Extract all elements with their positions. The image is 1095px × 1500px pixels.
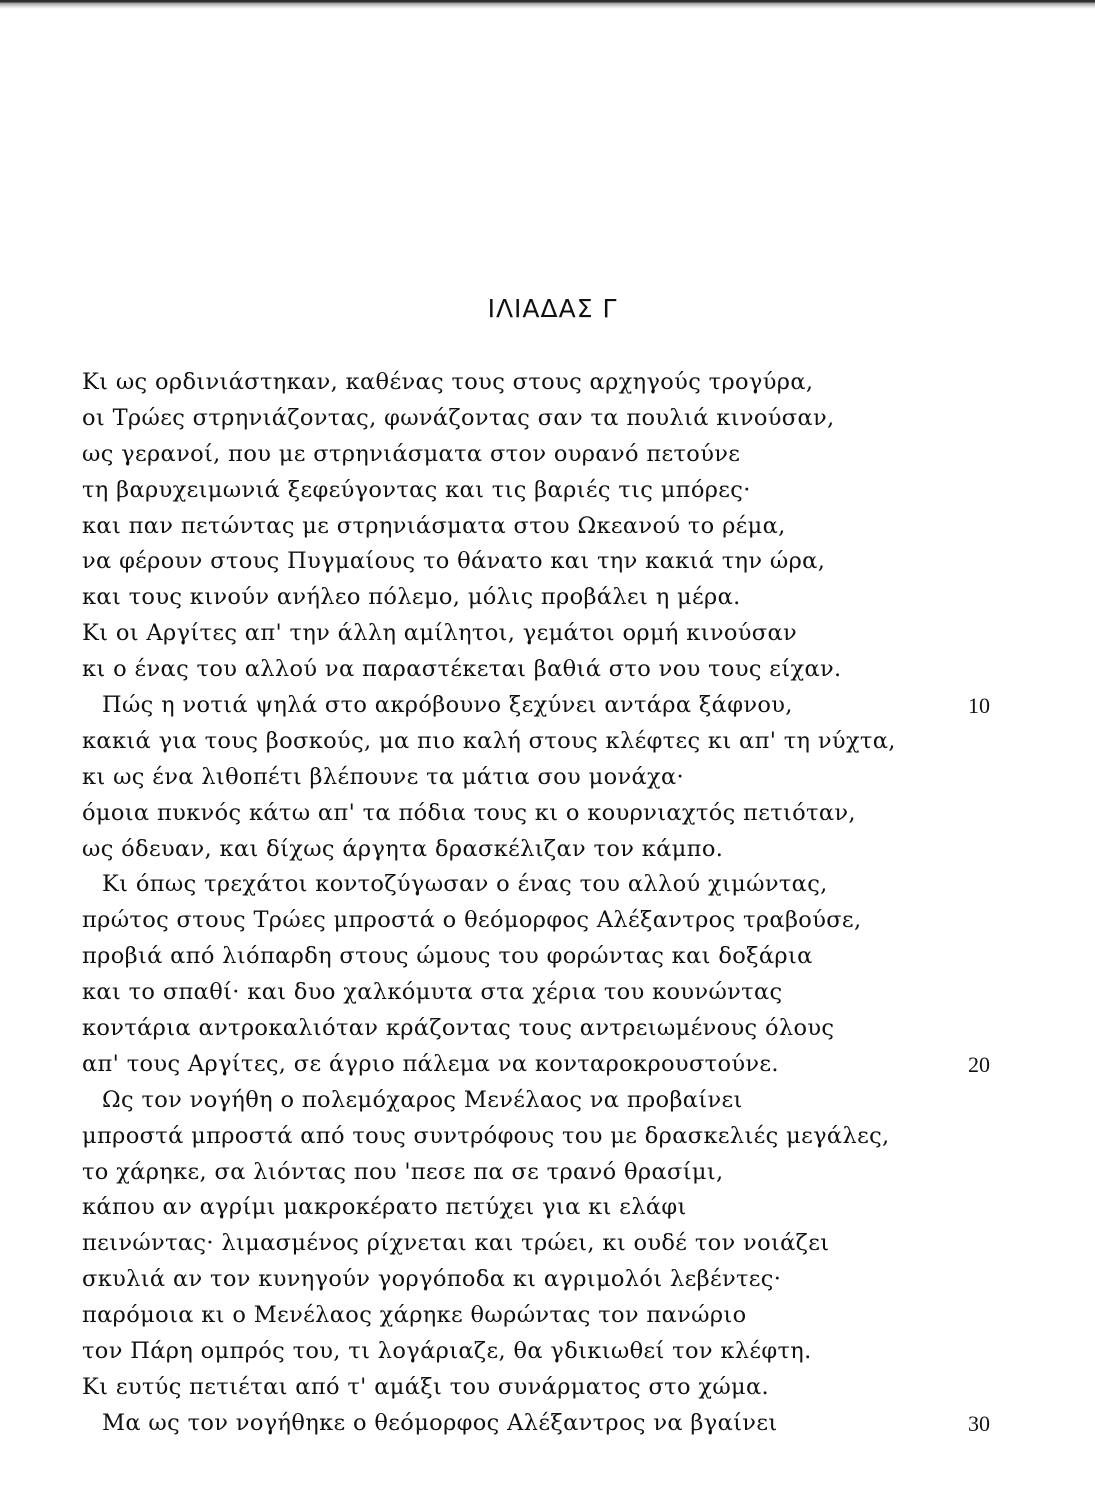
verse-text: πεινώντας· λιμασμένος ρίχνεται και τρώει, κι ουδέ τον νοιάζει xyxy=(82,1230,830,1257)
verse-line xyxy=(0,724,1095,760)
verse-text: κι ως ένα λιθοπέτι βλέπουνε τα μάτια σου μονάχα· xyxy=(82,763,685,790)
verse-line xyxy=(0,867,1095,903)
verse-line xyxy=(0,365,1095,401)
verse-text: κοντάρια αντροκαλιόταν κράζοντας τους αντρειωμένους όλους xyxy=(82,1015,835,1042)
verse-line xyxy=(0,1083,1095,1119)
verse-line xyxy=(0,1047,1095,1083)
verse-line xyxy=(0,1334,1095,1370)
verse-text: πρώτος στους Τρώες μπροστά ο θεόμορφος Αλέξαντρος τραβούσε, xyxy=(82,907,862,934)
verse-text: και παν πετώντας με στρηνιάσματα στου Ωκεανού το ρέμα, xyxy=(82,512,786,539)
verse-text: και τους κινούν ανήλεο πόλεμο, μόλις προβάλει η μέρα. xyxy=(82,584,741,611)
verse-text: τον Πάρη ομπρός του, τι λογάριαζε, θα γδικιωθεί τον κλέφτη. xyxy=(82,1338,812,1365)
verse-line xyxy=(0,1370,1095,1406)
verse-text: Μα ως τον νογήθηκε ο θεόμορφος Αλέξαντρος να βγαίνει xyxy=(102,1409,778,1436)
verse-line xyxy=(0,1190,1095,1226)
verse-text: κι ο ένας του αλλού να παραστέκεται βαθιά στο νου τους είχαν. xyxy=(82,656,842,683)
line-number: 20 xyxy=(968,1051,990,1077)
verse-line xyxy=(0,616,1095,652)
verse-line xyxy=(0,688,1095,724)
scan-top-edge xyxy=(0,0,1095,9)
verse-text: απ' τους Αργίτες, σε άγριο πάλεμα να κονταροκρουστούνε. xyxy=(82,1050,779,1077)
verse-line xyxy=(0,1226,1095,1262)
page-title: ΙΛΙΑΔΑΣ Γ xyxy=(487,294,618,323)
verse-text: Κι ευτύς πετιέται από τ' αμάξι του συνάρματος στο χώμα. xyxy=(82,1373,770,1400)
verse-line xyxy=(0,760,1095,796)
line-number: 30 xyxy=(968,1410,990,1436)
verse-line xyxy=(0,939,1095,975)
verse-text: το χάρηκε, σα λιόντας που 'πεσε πα σε τρανό θρασίμι, xyxy=(82,1158,724,1185)
verse-text: όμοια πυκνός κάτω απ' τα πόδια τους κι ο κουρνιαχτός πετιόταν, xyxy=(82,799,856,826)
verse-line xyxy=(0,1119,1095,1155)
verse-text: ως όδευαν, και δίχως άργητα δρασκέλιζαν τον κάμπο. xyxy=(82,835,724,862)
verse-line xyxy=(0,903,1095,939)
verse-text: ως γερανοί, που με στρηνιάσματα στον ουρανό πετούνε xyxy=(82,440,741,467)
verse-text: τη βαρυχειμωνιά ξεφεύγοντας και τις βαριές τις μπόρες· xyxy=(82,476,751,503)
verse-text: σκυλιά αν τον κυνηγούν γοργόποδα κι αγριμολόι λεβέντες· xyxy=(82,1266,782,1293)
verse-text: μπροστά μπροστά από τους συντρόφους του με δρασκελιές μεγάλες, xyxy=(82,1122,890,1149)
verse-text: να φέρουν στους Πυγμαίους το θάνατο και την κακιά την ώρα, xyxy=(82,548,826,575)
verse-text: κακιά για τους βοσκούς, μα πιο καλή στους κλέφτες κι απ' τη νύχτα, xyxy=(82,727,896,754)
verse-line xyxy=(0,437,1095,473)
verse-line xyxy=(0,796,1095,832)
verse-text: κάπου αν αγρίμι μακροκέρατο πετύχει για κι ελάφι xyxy=(82,1194,687,1221)
verse-line xyxy=(0,580,1095,616)
verse-text: παρόμοια κι ο Μενέλαος χάρηκε θωρώντας τον πανώριο xyxy=(82,1302,747,1329)
verse-text: Κι οι Αργίτες απ' την άλλη αμίλητοι, γεμάτοι ορμή κινούσαν xyxy=(82,620,798,647)
line-number: 10 xyxy=(968,693,990,719)
verse-text: Πώς η νοτιά ψηλά στο ακρόβουνο ξεχύνει αντάρα ξάφνου, xyxy=(102,692,793,719)
verse-line xyxy=(0,1298,1095,1334)
verse-text: οι Τρώες στρηνιάζοντας, φωνάζοντας σαν τα πουλιά κινούσαν, xyxy=(82,404,835,431)
verse-line xyxy=(0,832,1095,868)
verse-line xyxy=(0,1406,1095,1442)
verse-line xyxy=(0,473,1095,509)
verse-line xyxy=(0,401,1095,437)
verse-line xyxy=(0,509,1095,545)
verse-text: και το σπαθί· και δυο χαλκόμυτα στα χέρια του κουνώντας xyxy=(82,979,783,1006)
verse-line xyxy=(0,544,1095,580)
verse-text: Κι όπως τρεχάτοι κοντοζύγωσαν ο ένας του αλλού χιμώντας, xyxy=(102,871,828,898)
verse-text: Κι ως ορδινιάστηκαν, καθένας τους στους αρχηγούς τρογύρα, xyxy=(82,369,814,395)
verse-line xyxy=(0,1262,1095,1298)
verse-line xyxy=(0,652,1095,688)
verse-line xyxy=(0,975,1095,1011)
verse-text: Ως τον νογήθη ο πολεμόχαρος Μενέλαος να προβαίνει xyxy=(102,1086,743,1113)
verse-line xyxy=(0,1155,1095,1191)
verse-line xyxy=(0,1011,1095,1047)
verse-text: προβιά από λιόπαρδη στους ώμους του φορώντας και δοξάρια xyxy=(82,943,813,970)
poem-verses xyxy=(0,365,1095,1442)
